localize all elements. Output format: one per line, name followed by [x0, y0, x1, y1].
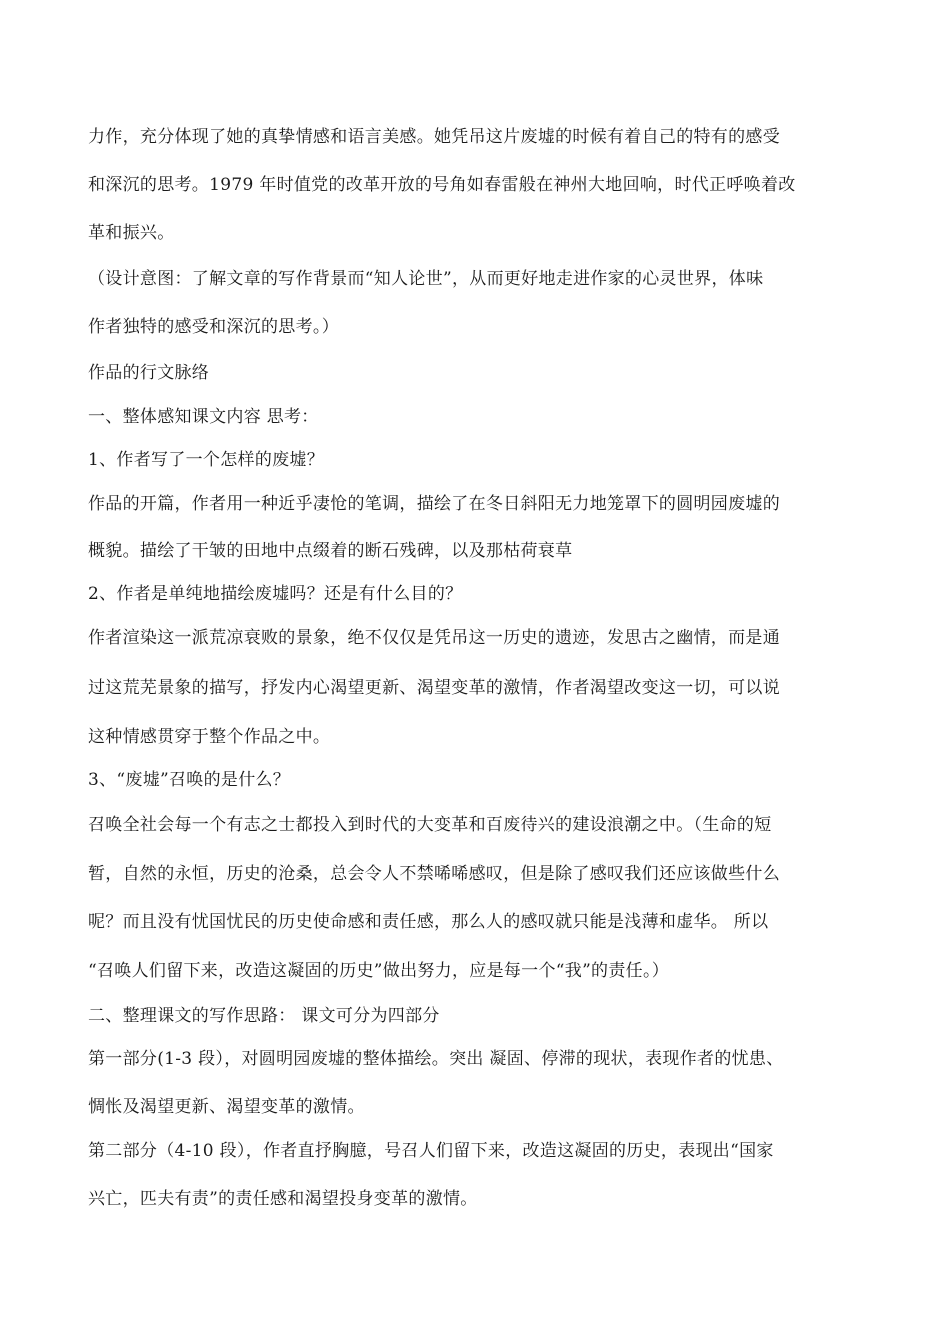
section-heading: 作品的行文脉络: [88, 363, 210, 383]
section-heading: 二、整理课文的写作思路： 课文可分为四部分: [88, 1006, 440, 1026]
text-line: 兴亡，匹夫有责”的责任感和渴望投身变革的激情。: [88, 1189, 478, 1209]
section-heading: 一、整体感知课文内容 思考：: [88, 407, 319, 427]
text-line: 召唤全社会每一个有志之士都投入到时代的大变革和百废待兴的建设浪潮之中。（生命的短: [88, 815, 772, 835]
text-line: 惆怅及渴望更新、渴望变革的激情。: [88, 1097, 365, 1117]
text-line: 呢？而且没有忧国忧民的历史使命感和责任感，那么人的感叹就只能是浅薄和虚华。 所以: [88, 912, 769, 932]
text-line: 力作，充分体现了她的真挚情感和语言美感。她凭吊这片废墟的时候有着自己的特有的感受: [88, 127, 780, 147]
text-line: 概貌。描绘了干皱的田地中点缀着的断石残碑，以及那枯荷衰草: [88, 541, 573, 561]
text-line: 第二部分（4-10 段），作者直抒胸臆，号召人们留下来，改造这凝固的历史，表现出“国家: [88, 1141, 774, 1161]
text-line: 作者渲染这一派荒凉衰败的景象，绝不仅仅是凭吊这一历史的遗迹，发思古之幽情，而是通: [88, 628, 780, 648]
question-heading: 2、作者是单纯地描绘废墟吗？还是有什么目的？: [88, 584, 463, 604]
text-line: “召唤人们留下来，改造这凝固的历史”做出努力，应是每一个“我”的责任。）: [88, 961, 670, 981]
question-heading: 1、作者写了一个怎样的废墟？: [88, 450, 325, 470]
question-heading: 3、“废墟”召唤的是什么？: [88, 770, 291, 790]
text-line: 暂，自然的永恒，历史的沧桑，总会令人不禁唏唏感叹，但是除了感叹我们还应该做些什么: [88, 864, 780, 884]
text-line: 作者独特的感受和深沉的思考。）: [88, 317, 339, 337]
text-line: （设计意图：了解文章的写作背景而“知人论世”，从而更好地走进作家的心灵世界，体味: [88, 269, 764, 289]
text-line: 作品的开篇，作者用一种近乎凄怆的笔调，描绘了在冬日斜阳无力地笼罩下的圆明园废墟的: [88, 494, 780, 514]
text-line: 和深沉的思考。1979 年时值党的改革开放的号角如春雷般在神州大地回响，时代正呼唤着改: [88, 175, 796, 195]
text-line: 第一部分(1-3 段），对圆明园废墟的整体描绘。突出 凝固、停滞的现状，表现作者的忧患、: [88, 1049, 784, 1069]
text-line: 过这荒芜景象的描写，抒发内心渴望更新、渴望变革的激情，作者渴望改变这一切，可以说: [88, 678, 780, 698]
text-line: 这种情感贯穿于整个作品之中。: [88, 727, 331, 747]
text-line: 革和振兴。: [88, 223, 175, 243]
